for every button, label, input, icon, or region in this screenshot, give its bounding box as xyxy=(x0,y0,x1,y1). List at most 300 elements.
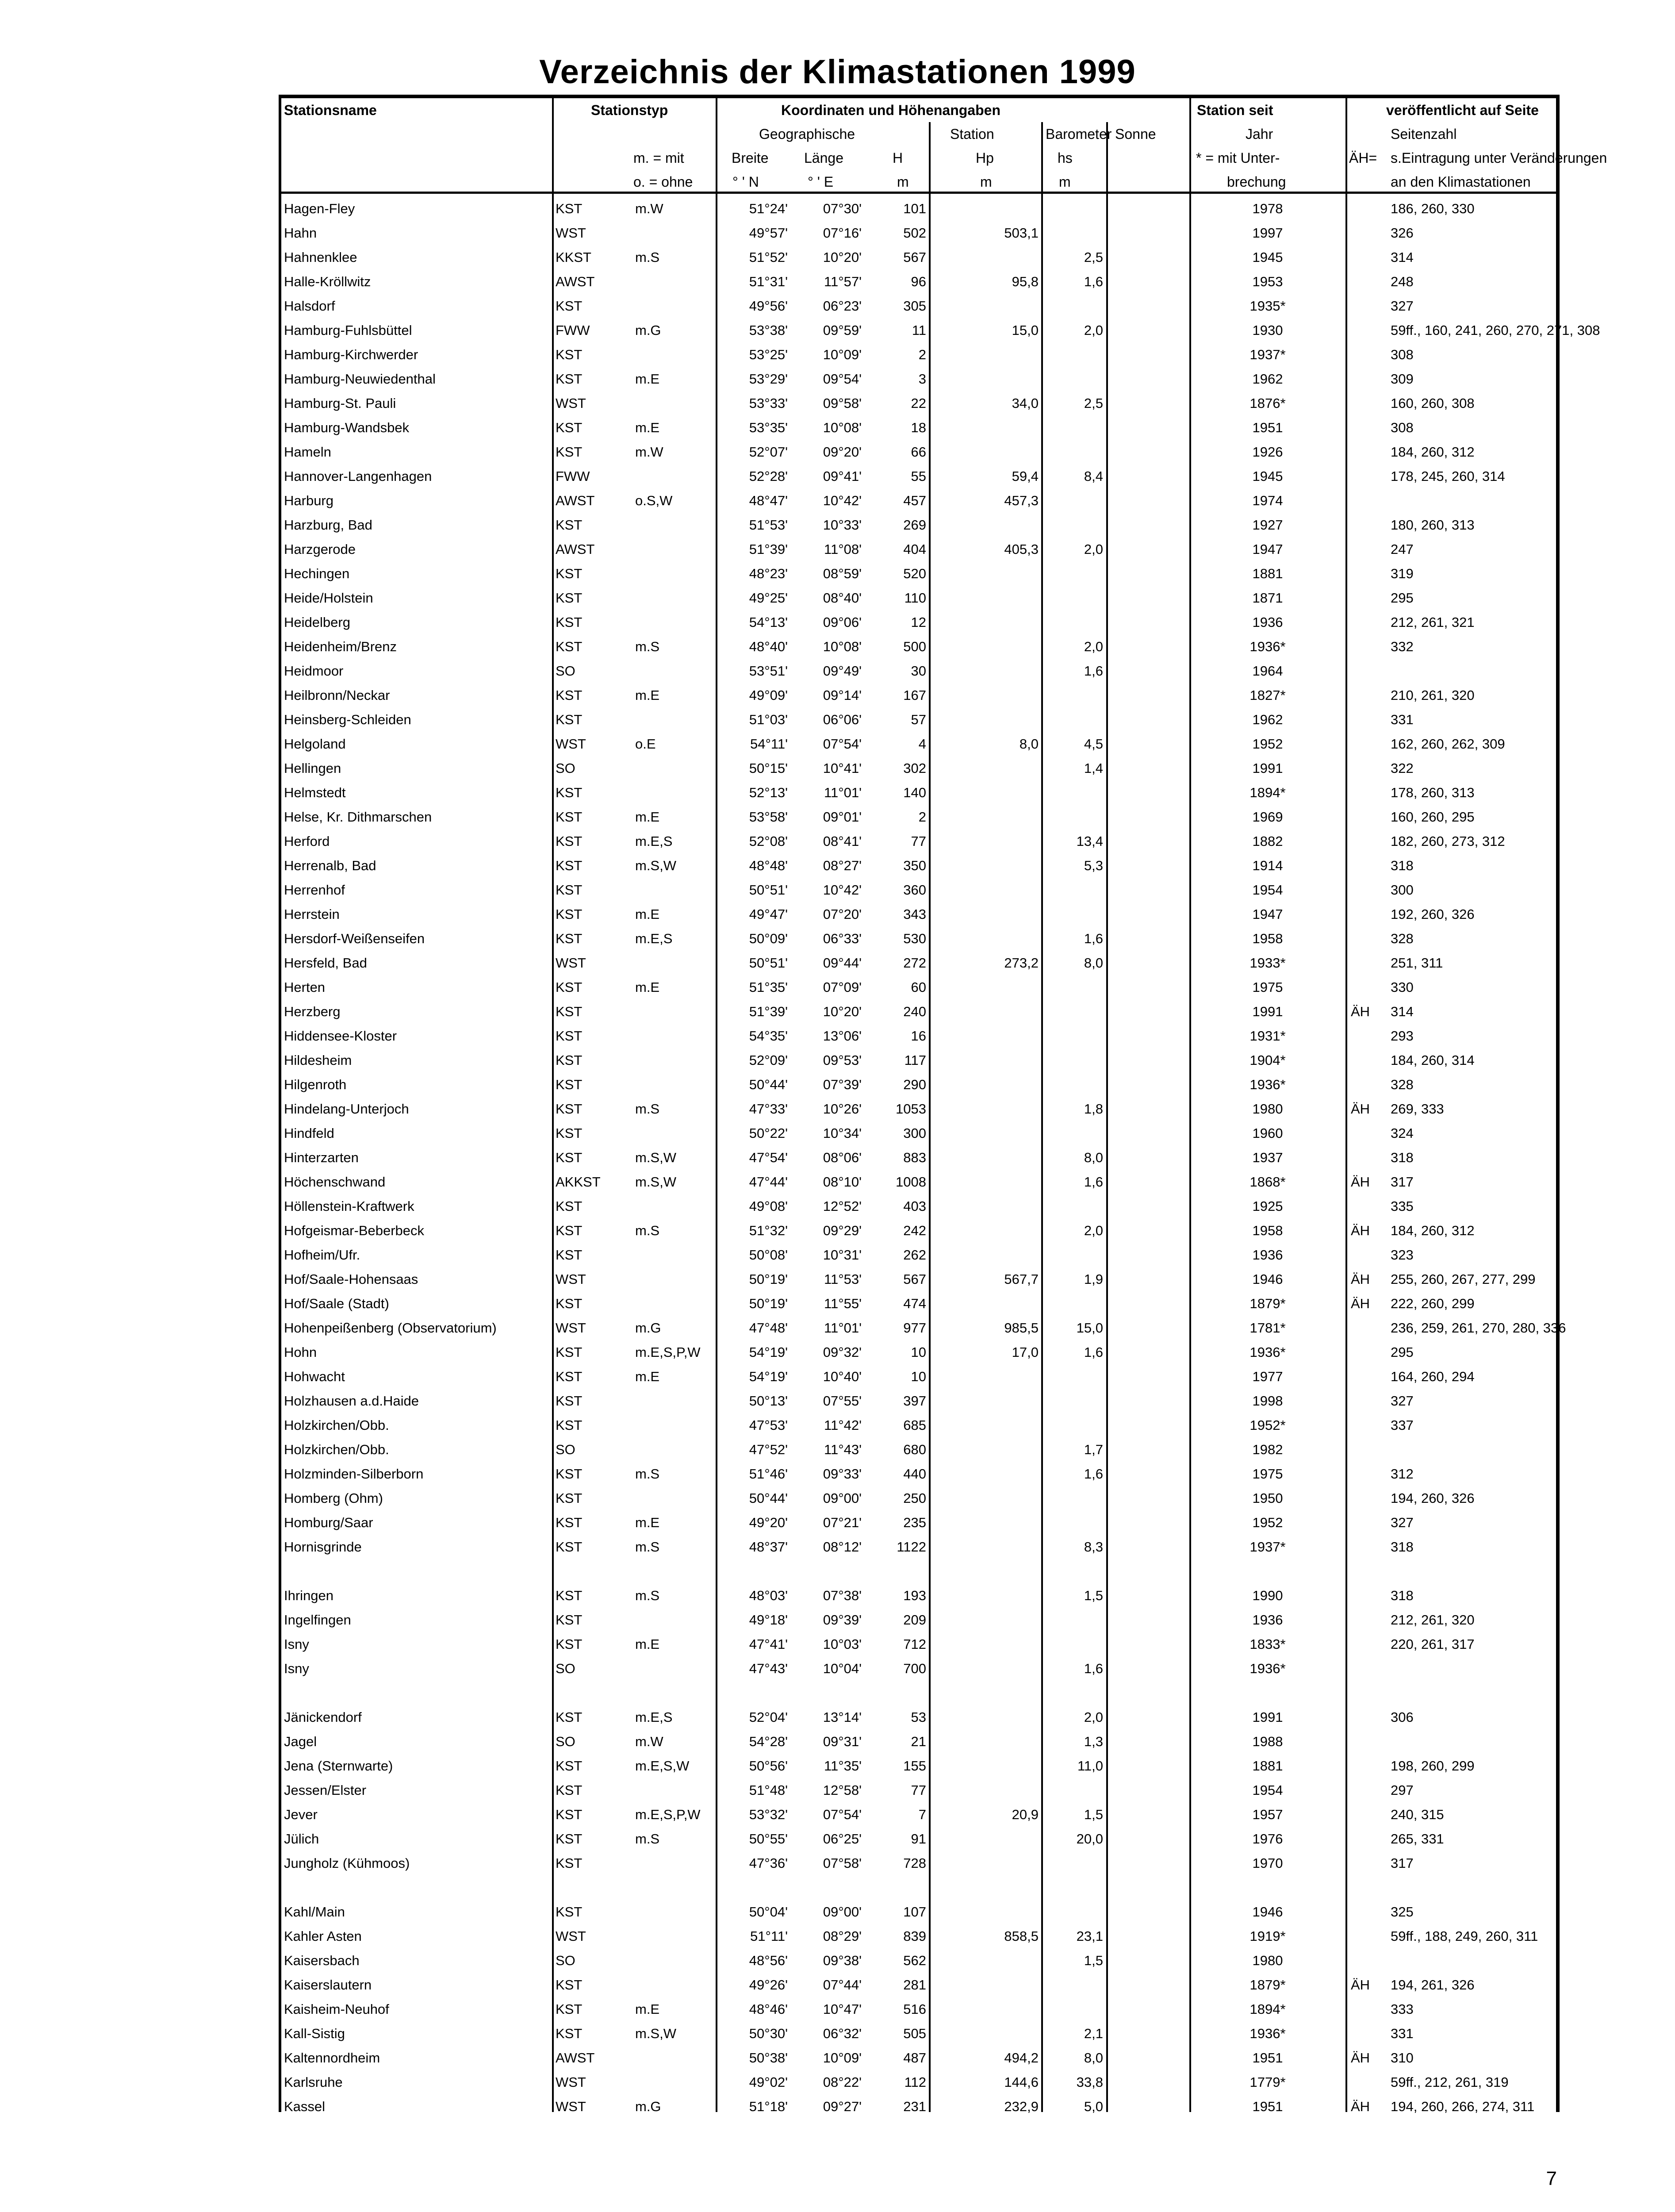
table-row xyxy=(281,1802,1556,1827)
cell-jahr: 1982 xyxy=(1252,1442,1283,1457)
table-row xyxy=(281,902,1556,926)
cell-hoehe-station: 235 xyxy=(903,1515,926,1530)
cell-stationsname: Jagel xyxy=(284,1734,317,1749)
cell-hoehe-station: 77 xyxy=(911,833,926,849)
cell-seitenzahl: 164, 260, 294 xyxy=(1391,1369,1475,1384)
cell-laenge: 06°25' xyxy=(823,1831,862,1847)
cell-stationsname: Hiddensee-Kloster xyxy=(284,1028,397,1044)
cell-mit-ohne: o.E xyxy=(635,736,656,752)
cell-jahr: 1945 xyxy=(1252,250,1283,265)
cell-stationstyp: KST xyxy=(556,298,583,314)
cell-stationstyp: FWW xyxy=(556,323,590,338)
cell-breite: 51°53' xyxy=(749,517,788,533)
cell-jahr: 1937* xyxy=(1250,347,1286,362)
cell-hoehe-sonne: 2,0 xyxy=(1084,639,1103,654)
cell-stationstyp: KST xyxy=(556,1782,583,1798)
cell-laenge: 10°09' xyxy=(823,2050,862,2066)
cell-laenge: 07°38' xyxy=(823,1588,862,1603)
cell-jahr: 1879* xyxy=(1250,1977,1286,1993)
cell-breite: 47°36' xyxy=(749,1855,788,1871)
cell-stationsname: Hechingen xyxy=(284,566,350,581)
cell-jahr: 1998 xyxy=(1252,1393,1283,1409)
cell-seitenzahl: 335 xyxy=(1391,1198,1414,1214)
cell-breite: 54°11' xyxy=(750,736,788,752)
table-row xyxy=(281,1948,1556,1973)
column-divider xyxy=(552,98,554,192)
cell-breite: 49°18' xyxy=(749,1612,788,1628)
cell-stationsname: Höllenstein-Kraftwerk xyxy=(284,1198,414,1214)
cell-breite: 47°41' xyxy=(749,1636,788,1652)
cell-stationstyp: AWST xyxy=(556,274,595,289)
cell-seitenzahl: 162, 260, 262, 309 xyxy=(1391,736,1505,752)
cell-stationsname: Jülich xyxy=(284,1831,319,1847)
cell-seitenzahl: 333 xyxy=(1391,2001,1414,2017)
cell-seitenzahl: 317 xyxy=(1391,1174,1414,1190)
station-table xyxy=(279,95,1607,2114)
cell-hoehe-station: 1122 xyxy=(897,1539,926,1555)
cell-laenge: 09°27' xyxy=(823,2099,862,2114)
cell-jahr: 1827* xyxy=(1250,687,1286,703)
cell-stationstyp: KST xyxy=(556,858,583,873)
cell-hoehe-station: 55 xyxy=(911,469,926,484)
cell-laenge: 08°40' xyxy=(823,590,862,606)
cell-laenge: 06°32' xyxy=(823,2026,862,2041)
cell-jahr: 1976 xyxy=(1252,1831,1283,1847)
cell-stationstyp: KST xyxy=(556,809,583,825)
cell-hoehe-sonne: 1,5 xyxy=(1084,1807,1103,1822)
cell-mit-ohne: m.E xyxy=(635,2001,660,2017)
cell-hoehe-station: 839 xyxy=(903,1928,926,1944)
cell-laenge: 10°31' xyxy=(823,1247,862,1263)
cell-stationstyp: KST xyxy=(556,517,583,533)
cell-mit-ohne: m.E,S,P,W xyxy=(635,1344,701,1360)
cell-hoehe-sonne: 1,6 xyxy=(1084,274,1103,289)
cell-hoehe-station: 60 xyxy=(911,979,926,995)
cell-jahr: 1931* xyxy=(1250,1028,1286,1044)
cell-stationsname: Hinterzarten xyxy=(284,1150,359,1165)
cell-breite: 50°08' xyxy=(749,1247,788,1263)
cell-breite: 51°31' xyxy=(749,274,788,289)
cell-breite: 50°04' xyxy=(749,1904,788,1920)
cell-breite: 50°22' xyxy=(749,1125,788,1141)
table-row xyxy=(281,975,1556,999)
table-row xyxy=(281,2094,1556,2119)
cell-hoehe-sonne: 2,0 xyxy=(1084,1709,1103,1725)
cell-hoehe-station: 302 xyxy=(903,760,926,776)
cell-stationsname: Kahl/Main xyxy=(284,1904,345,1920)
cell-seitenzahl: 324 xyxy=(1391,1125,1414,1141)
cell-seitenzahl: 319 xyxy=(1391,566,1414,581)
cell-stationstyp: KST xyxy=(556,1466,583,1482)
cell-hoehe-station: 502 xyxy=(903,225,926,241)
cell-seitenzahl: 318 xyxy=(1391,858,1414,873)
cell-seitenzahl: 295 xyxy=(1391,1344,1414,1360)
cell-jahr: 1980 xyxy=(1252,1953,1283,1968)
table-row xyxy=(281,1267,1556,1291)
cell-laenge: 09°44' xyxy=(823,955,862,971)
cell-hoehe-sonne: 2,0 xyxy=(1084,1223,1103,1238)
cell-hoehe-station: 457 xyxy=(903,493,926,508)
cell-laenge: 07°54' xyxy=(823,736,862,752)
cell-laenge: 07°44' xyxy=(823,1977,862,1993)
cell-stationstyp: WST xyxy=(556,225,586,241)
cell-breite: 50°13' xyxy=(749,1393,788,1409)
cell-stationsname: Hof/Saale (Stadt) xyxy=(284,1296,389,1311)
cell-hoehe-barometer: 34,0 xyxy=(1012,396,1039,411)
cell-aenderungshinweis: ÄH xyxy=(1351,1223,1370,1238)
cell-stationstyp: WST xyxy=(556,396,586,411)
cell-breite: 53°58' xyxy=(749,809,788,825)
cell-breite: 53°25' xyxy=(749,347,788,362)
header-jahr: Jahr xyxy=(1246,126,1273,142)
cell-mit-ohne: m.E xyxy=(635,371,660,387)
cell-hoehe-station: 474 xyxy=(903,1296,926,1311)
cell-hoehe-sonne: 2,1 xyxy=(1084,2026,1103,2041)
cell-breite: 47°54' xyxy=(749,1150,788,1165)
cell-breite: 48°40' xyxy=(749,639,788,654)
cell-stationstyp: KST xyxy=(556,371,583,387)
cell-seitenzahl: 251, 311 xyxy=(1391,955,1443,971)
cell-hoehe-sonne: 1,6 xyxy=(1084,663,1103,679)
cell-jahr: 1894* xyxy=(1250,2001,1286,2017)
cell-jahr: 1997 xyxy=(1252,225,1283,241)
cell-hoehe-station: 487 xyxy=(903,2050,926,2066)
cell-stationstyp: KST xyxy=(556,639,583,654)
cell-stationstyp: KST xyxy=(556,420,583,435)
cell-seitenzahl: 236, 259, 261, 270, 280, 336 xyxy=(1391,1320,1566,1336)
cell-hoehe-station: 680 xyxy=(903,1442,926,1457)
cell-stationsname: Hersfeld, Bad xyxy=(284,955,367,971)
cell-laenge: 10°41' xyxy=(823,760,862,776)
cell-jahr: 1991 xyxy=(1252,1004,1283,1019)
cell-hoehe-sonne: 1,6 xyxy=(1084,1344,1103,1360)
cell-seitenzahl: 59ff., 188, 249, 260, 311 xyxy=(1391,1928,1538,1944)
cell-stationsname: Hofheim/Ufr. xyxy=(284,1247,360,1263)
cell-jahr: 1953 xyxy=(1252,274,1283,289)
cell-jahr: 1935* xyxy=(1250,298,1286,314)
column-divider xyxy=(1345,98,1347,192)
cell-breite: 50°51' xyxy=(749,882,788,898)
cell-hoehe-station: 567 xyxy=(903,250,926,265)
cell-jahr: 1975 xyxy=(1252,1466,1283,1482)
table-row xyxy=(281,1145,1556,1170)
table-row xyxy=(281,1656,1556,1681)
cell-stationstyp: WST xyxy=(556,955,586,971)
cell-seitenzahl: 212, 261, 321 xyxy=(1391,614,1475,630)
cell-stationstyp: KST xyxy=(556,1977,583,1993)
cell-stationsname: Harzburg, Bad xyxy=(284,517,372,533)
cell-hoehe-station: 272 xyxy=(903,955,926,971)
cell-breite: 52°09' xyxy=(749,1052,788,1068)
cell-seitenzahl: 322 xyxy=(1391,760,1414,776)
cell-stationsname: Hameln xyxy=(284,444,331,460)
cell-stationstyp: KST xyxy=(556,882,583,898)
cell-hoehe-station: 567 xyxy=(903,1271,926,1287)
cell-laenge: 10°20' xyxy=(823,1004,862,1019)
table-row xyxy=(281,2021,1556,2046)
cell-laenge: 09°29' xyxy=(823,1223,862,1238)
cell-jahr: 1957 xyxy=(1252,1807,1283,1822)
cell-stationstyp: KST xyxy=(556,1150,583,1165)
cell-breite: 51°48' xyxy=(749,1782,788,1798)
cell-hoehe-station: 250 xyxy=(903,1490,926,1506)
cell-jahr: 1879* xyxy=(1250,1296,1286,1311)
cell-hoehe-station: 505 xyxy=(903,2026,926,2041)
cell-mit-ohne: m.S xyxy=(635,1831,660,1847)
cell-seitenzahl: 327 xyxy=(1391,1515,1414,1530)
cell-laenge: 08°22' xyxy=(823,2074,862,2090)
cell-jahr: 1958 xyxy=(1252,931,1283,946)
table-row xyxy=(281,464,1556,488)
cell-stationsname: Hohenpeißenberg (Observatorium) xyxy=(284,1320,497,1336)
cell-stationstyp: WST xyxy=(556,736,586,752)
cell-seitenzahl: 269, 333 xyxy=(1391,1101,1444,1117)
cell-breite: 54°28' xyxy=(749,1734,788,1749)
table-row xyxy=(281,2070,1556,2094)
table-row xyxy=(281,1340,1556,1364)
cell-jahr: 1876* xyxy=(1250,396,1286,411)
table-row xyxy=(281,1243,1556,1267)
cell-breite: 53°33' xyxy=(749,396,788,411)
cell-stationstyp: KST xyxy=(556,785,583,800)
cell-laenge: 09°01' xyxy=(823,809,862,825)
cell-stationsname: Holzkirchen/Obb. xyxy=(284,1442,389,1457)
table-row xyxy=(281,1437,1556,1462)
cell-seitenzahl: 312 xyxy=(1391,1466,1414,1482)
cell-laenge: 08°59' xyxy=(823,566,862,581)
cell-hoehe-barometer: 8,0 xyxy=(1019,736,1039,752)
cell-laenge: 12°52' xyxy=(823,1198,862,1214)
cell-hoehe-barometer: 567,7 xyxy=(1004,1271,1039,1287)
cell-hoehe-sonne: 11,0 xyxy=(1077,1758,1103,1774)
cell-hoehe-station: 1008 xyxy=(896,1174,926,1190)
table-row xyxy=(281,1413,1556,1437)
cell-hoehe-barometer: 405,3 xyxy=(1004,541,1039,557)
table-row xyxy=(281,415,1556,440)
cell-stationsname: Herrenhof xyxy=(284,882,345,898)
cell-stationstyp: KST xyxy=(556,2001,583,2017)
cell-jahr: 1894* xyxy=(1250,785,1286,800)
cell-stationsname: Hindfeld xyxy=(284,1125,334,1141)
cell-hoehe-station: 403 xyxy=(903,1198,926,1214)
cell-laenge: 11°43' xyxy=(824,1442,862,1457)
cell-hoehe-station: 300 xyxy=(903,1125,926,1141)
table-row xyxy=(281,1048,1556,1072)
cell-seitenzahl: 323 xyxy=(1391,1247,1414,1263)
cell-jahr: 1881 xyxy=(1252,1758,1283,1774)
cell-stationsname: Hohn xyxy=(284,1344,317,1360)
table-row xyxy=(281,1900,1556,1924)
cell-breite: 52°13' xyxy=(749,785,788,800)
cell-mit-ohne: m.W xyxy=(635,444,663,460)
cell-aenderungshinweis: ÄH xyxy=(1351,1101,1370,1117)
table-row xyxy=(281,1218,1556,1243)
cell-laenge: 07°20' xyxy=(823,906,862,922)
cell-mit-ohne: m.E xyxy=(635,809,660,825)
cell-hoehe-barometer: 95,8 xyxy=(1012,274,1039,289)
table-row xyxy=(281,878,1556,902)
cell-hoehe-station: 209 xyxy=(903,1612,926,1628)
cell-hoehe-sonne: 5,0 xyxy=(1084,2099,1103,2114)
cell-hoehe-sonne: 2,5 xyxy=(1084,396,1103,411)
cell-stationstyp: WST xyxy=(556,1271,586,1287)
cell-breite: 52°08' xyxy=(749,833,788,849)
cell-seitenzahl: 318 xyxy=(1391,1539,1414,1555)
cell-stationstyp: WST xyxy=(556,2099,586,2114)
cell-breite: 50°51' xyxy=(749,955,788,971)
cell-breite: 53°35' xyxy=(749,420,788,435)
cell-jahr: 1925 xyxy=(1252,1198,1283,1214)
cell-seitenzahl: 180, 260, 313 xyxy=(1391,517,1475,533)
cell-jahr: 1833* xyxy=(1250,1636,1286,1652)
cell-breite: 53°29' xyxy=(749,371,788,387)
cell-laenge: 08°12' xyxy=(823,1539,862,1555)
cell-laenge: 10°20' xyxy=(823,250,862,265)
cell-laenge: 09°14' xyxy=(823,687,862,703)
cell-laenge: 08°10' xyxy=(823,1174,862,1190)
cell-stationsname: Heidelberg xyxy=(284,614,350,630)
cell-stationsname: Homberg (Ohm) xyxy=(284,1490,383,1506)
cell-stationstyp: KST xyxy=(556,1490,583,1506)
table-row xyxy=(281,1389,1556,1413)
cell-breite: 51°18' xyxy=(749,2099,788,2114)
cell-seitenzahl: 248 xyxy=(1391,274,1414,289)
cell-hoehe-barometer: 20,9 xyxy=(1012,1807,1039,1822)
cell-hoehe-barometer: 144,6 xyxy=(1004,2074,1039,2090)
cell-stationstyp: KST xyxy=(556,1247,583,1263)
table-row xyxy=(281,1973,1556,1997)
cell-hoehe-sonne: 8,4 xyxy=(1084,469,1103,484)
cell-breite: 53°51' xyxy=(749,663,788,679)
cell-jahr: 1946 xyxy=(1252,1904,1283,1920)
cell-seitenzahl: 314 xyxy=(1391,1004,1414,1019)
cell-seitenzahl: 309 xyxy=(1391,371,1414,387)
cell-hoehe-barometer: 503,1 xyxy=(1004,225,1039,241)
cell-stationstyp: WST xyxy=(556,2074,586,2090)
cell-stationstyp: KST xyxy=(556,906,583,922)
cell-laenge: 09°06' xyxy=(823,614,862,630)
cell-hoehe-sonne: 1,4 xyxy=(1084,760,1103,776)
cell-jahr: 1950 xyxy=(1252,1490,1283,1506)
cell-aenderungshinweis: ÄH xyxy=(1351,1004,1370,1019)
table-row xyxy=(281,1583,1556,1608)
cell-hoehe-station: 167 xyxy=(903,687,926,703)
cell-seitenzahl: 308 xyxy=(1391,347,1414,362)
cell-jahr: 1947 xyxy=(1252,541,1283,557)
cell-seitenzahl: 178, 260, 313 xyxy=(1391,785,1475,800)
cell-stationsname: Halsdorf xyxy=(284,298,335,314)
cell-jahr: 1954 xyxy=(1252,882,1283,898)
cell-hoehe-sonne: 8,0 xyxy=(1084,1150,1103,1165)
cell-mit-ohne: m.E xyxy=(635,906,660,922)
cell-stationsname: Kassel xyxy=(284,2099,326,2114)
cell-breite: 48°48' xyxy=(749,858,788,873)
page-title: Verzeichnis der Klimastationen 1999 xyxy=(539,53,1136,91)
cell-jahr: 1914 xyxy=(1252,858,1283,873)
cell-mit-ohne: m.G xyxy=(635,1320,661,1336)
cell-breite: 49°02' xyxy=(749,2074,788,2090)
cell-jahr: 1933* xyxy=(1250,955,1286,971)
header-laenge: Länge xyxy=(804,150,843,166)
cell-hoehe-station: 242 xyxy=(903,1223,926,1238)
cell-aenderungshinweis: ÄH xyxy=(1351,2099,1370,2114)
cell-stationstyp: SO xyxy=(556,1442,575,1457)
cell-breite: 51°11' xyxy=(750,1928,788,1944)
cell-breite: 48°56' xyxy=(749,1953,788,1968)
cell-stationstyp: KST xyxy=(556,979,583,995)
cell-jahr: 1936* xyxy=(1250,639,1286,654)
cell-seitenzahl: 325 xyxy=(1391,1904,1414,1920)
cell-seitenzahl: 331 xyxy=(1391,2026,1414,2041)
cell-stationstyp: SO xyxy=(556,1953,575,1968)
table-row xyxy=(281,1510,1556,1535)
cell-seitenzahl: 295 xyxy=(1391,590,1414,606)
table-row xyxy=(281,2046,1556,2070)
cell-mit-ohne: m.E xyxy=(635,979,660,995)
cell-stationsname: Hornisgrinde xyxy=(284,1539,362,1555)
cell-hoehe-station: 22 xyxy=(911,396,926,411)
cell-breite: 48°47' xyxy=(749,493,788,508)
cell-stationstyp: KST xyxy=(556,1125,583,1141)
cell-stationstyp: KST xyxy=(556,2026,583,2041)
cell-breite: 54°19' xyxy=(749,1369,788,1384)
table-row xyxy=(281,951,1556,975)
cell-seitenzahl: 332 xyxy=(1391,639,1414,654)
cell-stationsname: Harzgerode xyxy=(284,541,356,557)
cell-hoehe-barometer: 59,4 xyxy=(1012,469,1039,484)
cell-jahr: 1990 xyxy=(1252,1588,1283,1603)
cell-hoehe-station: 700 xyxy=(903,1661,926,1676)
cell-mit-ohne: m.E xyxy=(635,1369,660,1384)
cell-hoehe-station: 10 xyxy=(911,1344,926,1360)
table-row xyxy=(281,1827,1556,1851)
cell-stationsname: Helse, Kr. Dithmarschen xyxy=(284,809,432,825)
table-row xyxy=(281,659,1556,683)
cell-hoehe-station: 91 xyxy=(911,1831,926,1847)
cell-hoehe-sonne: 15,0 xyxy=(1076,1320,1103,1336)
cell-stationstyp: KST xyxy=(556,1198,583,1214)
cell-jahr: 1871 xyxy=(1252,590,1283,606)
cell-hoehe-sonne: 8,0 xyxy=(1084,2050,1103,2066)
cell-hoehe-station: 2 xyxy=(918,347,926,362)
cell-breite: 50°15' xyxy=(749,760,788,776)
cell-seitenzahl: 297 xyxy=(1391,1782,1414,1798)
cell-stationsname: Hamburg-Kirchwerder xyxy=(284,347,418,362)
cell-stationsname: Jungholz (Kühmoos) xyxy=(284,1855,410,1871)
cell-hoehe-station: 530 xyxy=(903,931,926,946)
cell-seitenzahl: 186, 260, 330 xyxy=(1391,201,1475,216)
cell-jahr: 1881 xyxy=(1252,566,1283,581)
cell-jahr: 1930 xyxy=(1252,323,1283,338)
cell-stationsname: Kaisheim-Neuhof xyxy=(284,2001,389,2017)
cell-seitenzahl: 300 xyxy=(1391,882,1414,898)
cell-stationsname: Hannover-Langenhagen xyxy=(284,469,432,484)
cell-hoehe-sonne: 2,0 xyxy=(1084,323,1103,338)
cell-seitenzahl: 194, 260, 326 xyxy=(1391,1490,1475,1506)
cell-stationstyp: KKST xyxy=(556,250,591,265)
cell-seitenzahl: 182, 260, 273, 312 xyxy=(1391,833,1505,849)
table-row xyxy=(281,634,1556,659)
cell-breite: 53°38' xyxy=(749,323,788,338)
table-row xyxy=(281,1705,1556,1729)
cell-mit-ohne: m.E xyxy=(635,687,660,703)
cell-hoehe-barometer: 858,5 xyxy=(1004,1928,1039,1944)
cell-jahr: 1952 xyxy=(1252,1515,1283,1530)
cell-breite: 51°03' xyxy=(749,712,788,727)
cell-breite: 48°37' xyxy=(749,1539,788,1555)
cell-seitenzahl: 210, 261, 320 xyxy=(1391,687,1475,703)
table-row xyxy=(281,683,1556,707)
